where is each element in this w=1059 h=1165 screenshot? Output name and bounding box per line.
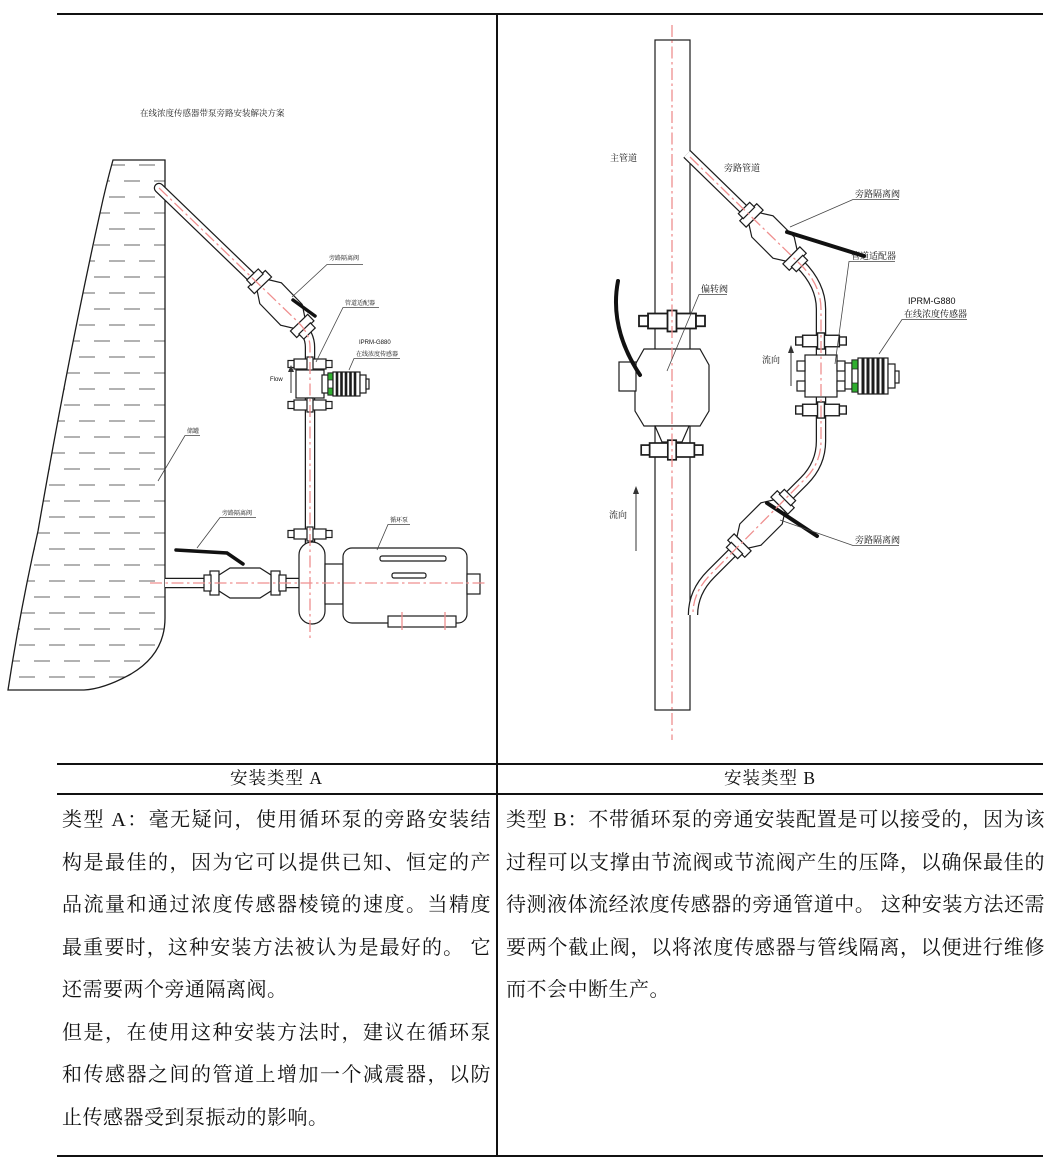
pump-shaft [467,574,480,594]
bypass-valve-bottom-label: 旁路隔离阀 [222,511,253,517]
tank-label: 储罐 [187,429,200,435]
bypass-isolation-valve-bottom-a [176,550,286,598]
diagram-type-a [0,13,497,763]
flow-main-label: 流向 [609,510,628,520]
bypass-valve-top-label: 旁路隔离阀 [855,189,901,199]
gasket-green [328,373,333,380]
type-a-paragraph-1: 类型 A：毫无疑问，使用循环泵的旁路安装结构是最佳的，因为它可以提供已知、恒定的产品流量和通过浓度传感器棱镜的速度。当精度最重要时，这种安装方法被认为是最好的。 它还需要两个旁通隔离阀。 [62,809,491,1001]
sensor-name-label: 在线浓度传感器 [356,352,399,358]
pipe-adapter-label: 管道适配器 [851,251,897,261]
type-a-description [62,799,491,1139]
main-pipe-label: 主管道 [610,153,638,163]
table-border-header-bottom [57,793,1043,795]
sensor-model-label: IPRM-G880 [359,340,391,346]
header-install-type-a: 安装类型 A [229,768,323,788]
bypass-pipe-label: 旁路管道 [724,163,761,173]
bypass-valve-bottom-label: 旁路隔离阀 [855,535,901,545]
bypass-isolation-valve-bottom-b [721,484,817,563]
table-border-top [57,13,1043,15]
storage-tank [8,160,165,690]
pump-label: 循环泵 [390,518,409,524]
valve-handle [176,550,243,564]
circulation-pump [288,527,480,627]
type-a-paragraph-2: 但是，在使用这种安装方法时，建议在循环泵和传感器之间的管道上增加一个减震器，以防止传感器受到泵振动的影响。 [62,1021,491,1129]
pipe-adapter-label: 管道适配器 [345,301,376,307]
bypass-isolation-valve-top-b [733,197,864,276]
flow-bypass-label: 流向 [762,355,781,365]
bypass-pipe-a [159,188,310,578]
flow-annotation-a [270,365,294,393]
flow-label: Flow [270,377,283,383]
table-border-bottom [57,1155,1043,1157]
valve-handle [616,281,640,375]
flow-annotation-main [609,486,639,551]
type-b-paragraph-1: 类型 B：不带循环泵的旁通安装配置是可以接受的，因为该过程可以支撑由节流阀或节流阀产生的压降，以确保最佳的待测液体流经浓度传感器的旁通管道中。 这种安装方法还需要两个截止阀，以将浓度传感器与管线隔离，以便进行维修而不会中断生产。 [506,809,1045,1001]
sensor-model-label: IPRM-G880 [908,296,956,306]
diagram-a-title: 在线浓度传感器带泵旁路安装解决方案 [140,108,285,118]
sensor-assembly-b [796,333,899,418]
header-install-type-b: 安装类型 B [723,768,817,788]
sensor-assembly-a [288,357,369,412]
sensor-name-label: 在线浓度传感器 [904,309,968,319]
flow-annotation-bypass [762,345,794,386]
bypass-isolation-valve-top-a [242,264,321,344]
bypass-valve-top-label: 旁路隔离阀 [329,256,360,262]
gasket-green [852,360,858,369]
up-arrow-icon [633,486,639,494]
type-b-description [506,799,1045,1012]
diagram-type-b [497,13,1059,763]
table-column-divider [496,13,498,1155]
up-arrow-icon [788,345,794,353]
divert-valve-label: 偏转阀 [701,284,729,294]
